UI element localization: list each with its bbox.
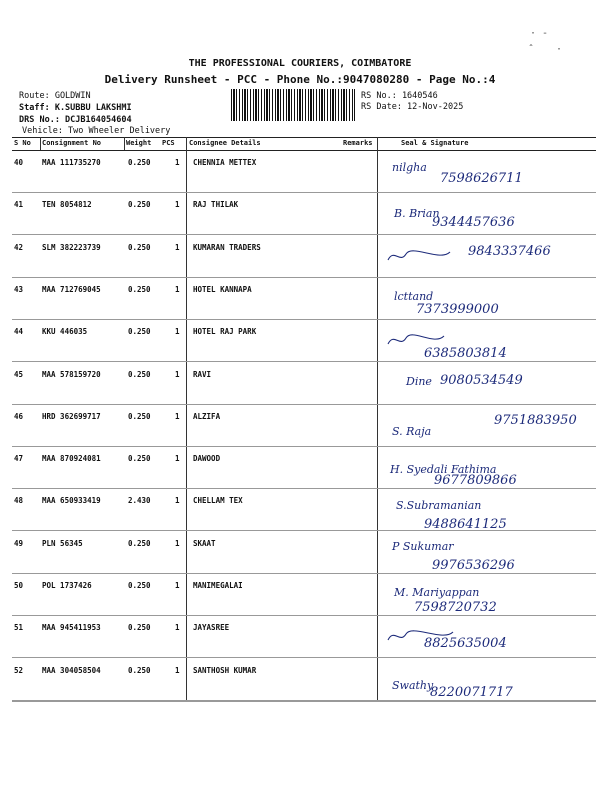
cell-weight: 0.250 (128, 623, 151, 633)
signature-name: S. Raja (392, 424, 432, 438)
scan-mark: · (556, 44, 563, 55)
signature-phone: 9843337466 (468, 243, 551, 259)
signature-name: P Sukumar (392, 539, 454, 553)
signature-area (384, 244, 599, 278)
barcode (231, 89, 355, 121)
cell-weight: 0.250 (128, 665, 151, 675)
cell-weight: 0.250 (128, 581, 151, 590)
cell-consignee: KUMARAN TRADERS (193, 242, 261, 252)
cell-sno: 47 (14, 454, 24, 464)
signature-area (384, 582, 599, 616)
cell-consignee: MANIMEGALAI (193, 581, 243, 590)
cell-weight: 0.250 (128, 538, 151, 548)
signature-area (384, 540, 599, 574)
table-bottom-rule (12, 701, 596, 702)
signature-area (384, 497, 599, 531)
cell-consignee: RAVI (193, 369, 212, 379)
cell-sno: 40 (14, 158, 24, 167)
staff: Staff: K.SUBBU LAKSHMI (19, 103, 132, 113)
cell-consignment: MAA 304058504 (42, 665, 101, 675)
cell-consignee: CHELLAM TEX (193, 496, 243, 506)
table-row (12, 659, 596, 701)
col-seal-signature: Seal & Signature (401, 139, 469, 147)
cell-weight: 0.250 (128, 158, 151, 167)
cell-weight: 0.250 (128, 200, 151, 210)
signature-area (384, 371, 599, 405)
cell-pcs: 1 (175, 623, 180, 633)
signature-name: S.Subramanian (396, 499, 482, 513)
scan-mark: ˆ (528, 44, 535, 55)
cell-weight: 0.250 (128, 411, 151, 421)
signature-phone: 6385803814 (424, 346, 507, 362)
cell-consignee: RAJ THILAK (193, 200, 239, 210)
cell-pcs: 1 (175, 327, 180, 337)
signature-phone: 7598720732 (414, 600, 497, 615)
table-row (12, 405, 596, 447)
signature-name: B. Brian (394, 207, 440, 221)
company-name: THE PROFESSIONAL COURIERS, COIMBATORE (188, 58, 412, 69)
cell-consignment: MAA 578159720 (42, 369, 101, 379)
cell-weight: 0.250 (128, 327, 151, 337)
signature-phone: 8825635004 (424, 636, 507, 652)
cell-sno: 46 (14, 411, 24, 421)
cell-sno: 42 (14, 242, 24, 252)
rs-number: RS No.: 1640546 (361, 91, 438, 101)
col-weight: Weight (126, 139, 152, 147)
table-row (12, 489, 596, 531)
signature-area (384, 328, 599, 362)
cell-pcs: 1 (175, 496, 180, 506)
cell-sno: 52 (14, 665, 24, 675)
cell-consignment: PLN 56345 (42, 538, 83, 548)
cell-consignment: POL 1737426 (42, 581, 92, 590)
cell-consignment: HRD 362699717 (42, 411, 101, 421)
cell-pcs: 1 (175, 538, 180, 548)
route: Route: GOLDWIN (19, 91, 91, 101)
col-divider (124, 137, 125, 150)
signature-phone: 7598626711 (440, 171, 523, 186)
cell-weight: 0.250 (128, 369, 151, 379)
cell-pcs: 1 (175, 158, 180, 167)
cell-weight: 0.250 (128, 284, 151, 294)
cell-pcs: 1 (175, 284, 180, 294)
cell-consignee: DAWOOD (193, 454, 221, 464)
signature-area (384, 624, 599, 658)
signature-scribble-icon (386, 246, 446, 266)
cell-sno: 44 (14, 327, 24, 337)
cell-consignee: CHENNIA METTEX (193, 158, 257, 167)
table-row (12, 236, 596, 278)
cell-sno: 43 (14, 284, 24, 294)
table-header (12, 138, 596, 150)
cell-consignee: HOTEL RAJ PARK (193, 327, 257, 337)
signature-name: Swathy (392, 678, 434, 692)
signature-phone: 9751883950 (494, 412, 577, 428)
signature-name: lcttand (394, 289, 434, 303)
cell-consignment: KKU 446035 (42, 327, 88, 337)
cell-sno: 50 (14, 581, 24, 590)
signature-area (384, 455, 599, 489)
col-consignee: Consignee Details (189, 139, 261, 147)
col-sno: S No (14, 139, 31, 147)
cell-weight: 0.250 (128, 242, 151, 252)
signature-phone: 9344457636 (432, 215, 515, 231)
signature-area (384, 201, 599, 235)
cell-sno: 51 (14, 623, 24, 633)
table-row (12, 532, 596, 574)
cell-consignment: SLM 382223739 (42, 242, 101, 252)
signature-area (384, 286, 599, 320)
cell-pcs: 1 (175, 369, 180, 379)
signature-area (384, 667, 599, 701)
col-divider (40, 137, 41, 150)
cell-consignee: SANTHOSH KUMAR (193, 665, 257, 675)
table-row (12, 193, 596, 235)
signature-phone: 9677809866 (434, 473, 517, 489)
cell-consignee: SKAAT (193, 538, 216, 548)
col-remarks: Remarks (343, 139, 373, 147)
cell-consignment: MAA 712769045 (42, 284, 101, 294)
signature-name: Dine (406, 374, 432, 388)
signature-name: H. Syedali Fathima (390, 463, 497, 477)
cell-pcs: 1 (175, 581, 180, 590)
vehicle: Vehicle: Two Wheeler Delivery (22, 126, 171, 136)
signature-phone: 8220071717 (430, 684, 513, 700)
signature-name: nilgha (392, 161, 427, 174)
runsheet-title: Delivery Runsheet - PCC - Phone No.:9047080280 - Page No.:4 (104, 73, 496, 86)
cell-consignment: MAA 111735270 (42, 158, 101, 167)
signature-area (384, 413, 599, 447)
table-row (12, 320, 596, 362)
signature-phone: 9976536296 (432, 557, 515, 573)
cell-pcs: 1 (175, 411, 180, 421)
table-row (12, 616, 596, 658)
signature-name: M. Mariyappan (394, 586, 480, 599)
cell-consignee: HOTEL KANNAPA (193, 284, 252, 294)
cell-pcs: 1 (175, 665, 180, 675)
cell-consignment: TEN 8054812 (42, 200, 92, 210)
table-row (12, 447, 596, 489)
table-row (12, 278, 596, 320)
cell-sno: 49 (14, 538, 24, 548)
rs-date: RS Date: 12-Nov-2025 (361, 102, 464, 112)
cell-sno: 41 (14, 200, 24, 210)
cell-consignment: MAA 945411953 (42, 623, 101, 633)
cell-sno: 48 (14, 496, 24, 506)
cell-consignment: MAA 870924081 (42, 454, 101, 464)
cell-weight: 0.250 (128, 454, 151, 464)
cell-consignment: MAA 650933419 (42, 496, 101, 506)
cell-pcs: 1 (175, 454, 180, 464)
cell-sno: 45 (14, 369, 24, 379)
signature-phone: 7373999000 (416, 301, 499, 317)
cell-consignee: ALZIFA (193, 411, 221, 421)
cell-pcs: 1 (175, 200, 180, 210)
cell-pcs: 1 (175, 242, 180, 252)
cell-weight: 2.430 (128, 496, 151, 506)
drs-number: DRS No.: DCJB164054604 (19, 115, 132, 125)
col-consignment: Consignment No (42, 139, 102, 147)
signature-phone: 9080534549 (440, 372, 523, 388)
cell-consignee: JAYASREE (193, 623, 230, 633)
col-pcs: PCS (162, 139, 175, 147)
table-row (12, 151, 596, 193)
table-row (12, 363, 596, 405)
signature-area (384, 159, 599, 193)
scan-mark: · - (530, 28, 549, 39)
table-row (12, 574, 596, 616)
signature-phone: 9488641125 (424, 517, 507, 533)
